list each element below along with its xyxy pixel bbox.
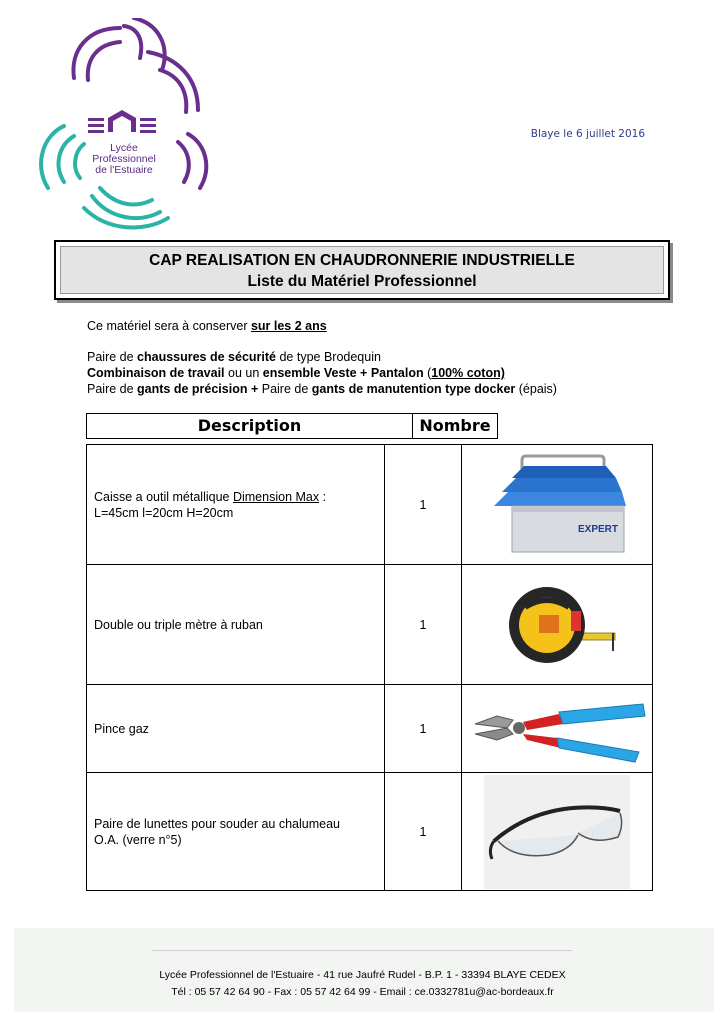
keep-note — [87, 318, 557, 334]
title-inner — [60, 246, 664, 294]
table-header — [86, 413, 498, 439]
table-row — [87, 445, 653, 565]
item-image-cell — [462, 773, 653, 891]
text-span-bold: gants de manutention type docker — [311, 382, 516, 396]
school-logo — [28, 18, 218, 233]
desc-text: Double ou triple mètre à ruban — [94, 617, 263, 632]
header-count: Nombre — [419, 416, 491, 435]
table-row — [87, 685, 653, 773]
item-count: 1 — [385, 445, 462, 565]
item-image-cell — [462, 685, 653, 773]
desc-text-underline: Dimension Max — [232, 489, 320, 504]
header-description: Description — [87, 414, 413, 438]
toolbox-brand: EXPERT — [577, 523, 619, 535]
desc-text: Caisse a outil métallique — [94, 489, 233, 504]
item-description — [87, 685, 385, 773]
item-count: 1 — [385, 773, 462, 891]
intro-text — [87, 318, 557, 397]
page-subtitle: Liste du Matériel Professionnel — [247, 273, 477, 290]
text-span: Paire de — [87, 350, 138, 364]
footer-contact: Tél : 05 57 42 64 90 - Fax : 05 57 42 64 99 - Email : ce.0332781u@ac-bordeaux.fr — [171, 986, 554, 998]
material-table — [86, 444, 653, 891]
item-count: 1 — [385, 685, 462, 773]
text-span: ou un — [224, 366, 263, 380]
item-image-cell — [462, 565, 653, 685]
item-description — [87, 565, 385, 685]
pliers-image — [467, 694, 647, 764]
safety-glasses-image — [484, 775, 630, 889]
text-span: de type Brodequin — [276, 350, 381, 364]
footer — [0, 967, 725, 1001]
item-image-cell — [462, 445, 653, 565]
keep-note-text: Ce matériel sera à conserver — [87, 319, 251, 333]
text-span: ( — [423, 366, 432, 380]
page-title: CAP REALISATION EN CHAUDRONNERIE INDUSTRIELLE — [149, 252, 575, 269]
text-span-bold: ensemble Veste + Pantalon — [262, 366, 424, 380]
desc-text: Paire de lunettes pour souder au chalumeau — [94, 816, 340, 831]
intro-line-clothing — [87, 365, 557, 381]
keep-note-emphasis: sur les 2 ans — [250, 319, 327, 333]
logo-line-3: de l'Estuaire — [95, 164, 153, 176]
desc-text: : — [319, 489, 327, 504]
logo-line-2: Professionnel — [92, 153, 156, 165]
item-description — [87, 773, 385, 891]
logo-text — [84, 143, 164, 176]
text-span-bold: gants de précision + — [137, 382, 262, 396]
intro-line-gloves — [87, 381, 557, 397]
item-count: 1 — [385, 565, 462, 685]
intro-line-shoes — [87, 349, 557, 365]
tape-measure-image — [487, 575, 627, 675]
text-span: Paire de — [87, 382, 138, 396]
text-span: Paire de — [261, 382, 312, 396]
desc-text: Pince gaz — [94, 721, 149, 736]
footer-divider — [152, 950, 572, 951]
toolbox-image — [482, 452, 632, 558]
table-row — [87, 565, 653, 685]
text-span-bold-underline: 100% coton) — [431, 366, 505, 380]
footer-address: Lycée Professionnel de l'Estuaire - 41 rue Jaufré Rudel - B.P. 1 - 33394 BLAYE CEDEX — [159, 969, 566, 981]
text-span-bold: chaussures de sécurité — [137, 350, 276, 364]
document-date: Blaye le 6 juillet 2016 — [530, 128, 645, 140]
title-box — [54, 240, 670, 300]
desc-text: O.A. (verre n°5) — [94, 832, 182, 847]
text-span-bold: Combinaison de travail — [87, 366, 225, 380]
logo-line-1: Lycée — [110, 142, 138, 154]
table-row — [87, 773, 653, 891]
desc-text: L=45cm l=20cm H=20cm — [94, 505, 234, 520]
text-span: (épais) — [515, 382, 557, 396]
item-description — [87, 445, 385, 565]
